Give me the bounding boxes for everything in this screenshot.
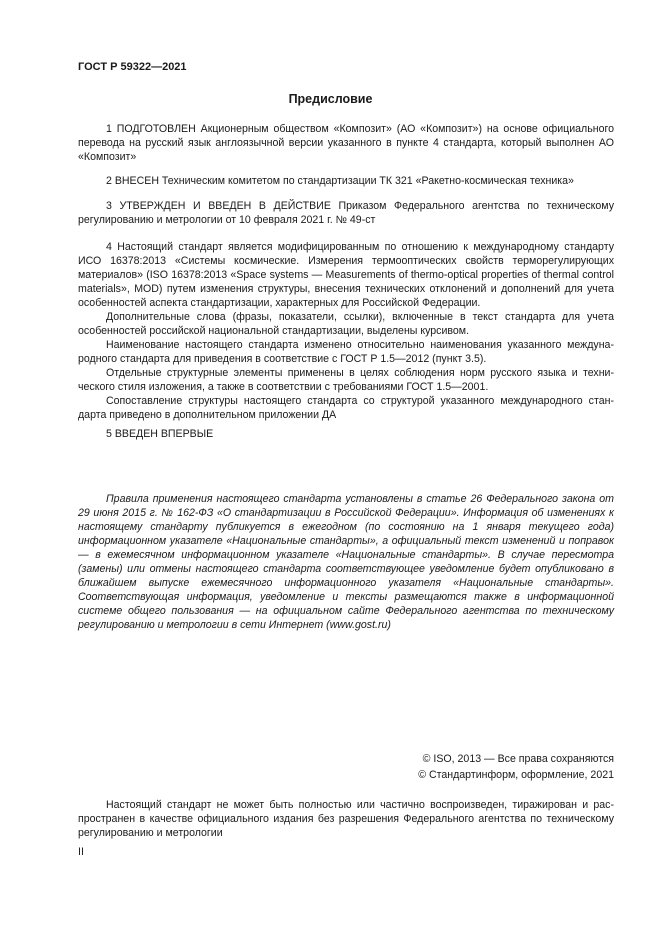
rules-notice [78,492,614,632]
reproduction-notice [78,798,614,840]
copyright-iso: © ISO, 2013 — Все права сохраняются [422,753,614,765]
section-4-paragraph-3: Наименование настоящего стандарта изменено относительно наименования указанного международного стандарта для приведения в соответствие с ГОСТ Р 1.5—2012 (пункт 3.5). [78,339,614,365]
section-4-paragraph-2: Дополнительные слова (фразы, показатели, ссылки), включенные в текст стандарта для учета особенностей российской национальной стандартизации, выделены курсивом. [78,311,614,337]
page-number: II [78,846,84,858]
section-4 [78,240,614,422]
section-2 [78,174,614,188]
document-number: ГОСТ Р 59322—2021 [78,61,187,73]
section-5-text: 5 ВВЕДЕН ВПЕРВЫЕ [106,428,214,440]
section-2-text: 2 ВНЕСЕН Техническим комитетом по стандартизации ТК 321 «Ракетно-космическая техника» [106,175,574,187]
copyright-standartinform: © Стандартинформ, оформление, 2021 [418,769,614,781]
section-1-text: 1 ПОДГОТОВЛЕН Акционерным обществом «Композит» (АО «Композит») на основе официального перевода на русский язык англоязычной версии указанного в пункте 4 стандарта, который выполнен АО «Композит» [78,123,614,163]
section-4-paragraph-5: Сопоставление структуры настоящего стандарта со структурой указанного международного стандарта приведено в дополнительном приложении ДА [78,395,614,421]
rules-notice-text: Правила применения настоящего стандарта установлены в статье 26 Федерального закона от 29 июня 2015 г. № 162-ФЗ «О стандартизации в Российской Федерации». Информация об изменениях к настоящему стандарту публикуется в ежегодном (по состоянию на 1 января текущего года) информационном указателе «Национальные стандарты», а официальный текст изменений и поправок — в ежемесячном информационном указателе «Национальные стандарты». В случае пересмотра (замены) или отмены настоящего стандарта соответствующее уведомление будет опубликовано в ближайшем выпуске ежемесячного информационного указателя «Национальные стандарты». Соответствующая информация, уведомление и тексты размещаются также в информационной системе общего пользования — на официальном сайте Федерального агентства по техническому регулированию и метрологии в сети Интернет (www.gost.ru) [78,493,614,631]
section-5 [78,427,614,441]
section-4-paragraph-1: 4 Настоящий стандарт является модифицированным по отношению к международному стандарту ИСО 16378:2013 «Системы космические. Измерения термооптических свойств терморегулирующих материалов» (ISO 16378:2013 «Space systems — Measurements of thermo-optical properties of thermal control materials», MOD) путем изменения структуры, внесения технических отклонений и дополнений для учета особенностей аспекта стандартизации, характерных для Российской Федерации. [78,241,614,309]
page-title: Предисловие [288,92,373,106]
section-1 [78,122,614,164]
reproduction-notice-text: Настоящий стандарт не может быть полностью или частично воспроизведен, тиражирован и распространен в качестве официального издания без разрешения Федерального агентства по техническому регулированию и метрологии [78,799,614,839]
section-3 [78,199,614,227]
section-4-paragraph-4: Отдельные структурные элементы применены в целях соблюдения норм русского языка и технического стиля изложения, а также в соответствии с требованиями ГОСТ 1.5—2001. [78,367,614,393]
section-3-text: 3 УТВЕРЖДЕН И ВВЕДЕН В ДЕЙСТВИЕ Приказом Федерального агентства по техническому регулированию и метрологии от 10 февраля 2021 г. № 49-ст [78,200,614,226]
